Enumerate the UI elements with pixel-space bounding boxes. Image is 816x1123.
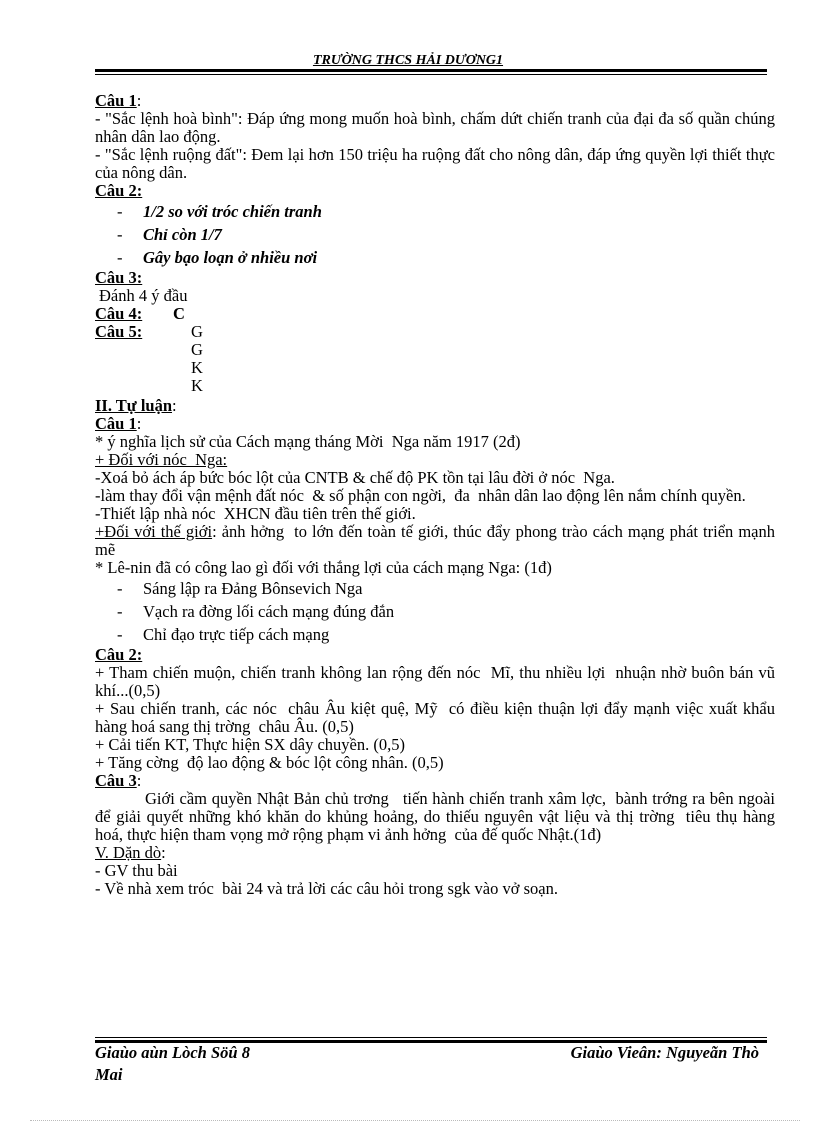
footer-name: Mai [95, 1065, 123, 1084]
p2-cau2-line-4: + Tăng cờng độ lao động & bóc lột công nhân. (0,5) [95, 753, 444, 772]
cau5-answer-4: K [191, 376, 203, 395]
p2-q2: * Lê-nin đã có công lao gì đối với thắng lợi của cách mạng Nga: (1đ) [95, 558, 552, 577]
list-item: - Chỉ còn 1/7 [117, 225, 222, 244]
cau2-label: Câu 2: [95, 181, 143, 200]
cau1-line-1: - "Sắc lệnh hoà bình": Đáp ứng mong muốn hoà bình, chấm dứt chiến tranh của đại đa số quần chúng nhân dân lao động. [95, 109, 780, 146]
list-item: - 1/2 so với tróc chiến tranh [117, 202, 322, 221]
p2-line-1: -Xoá bỏ ách áp bức bóc lột của CNTB & chế độ PK tồn tại lâu đời ở nóc Nga. [95, 468, 615, 487]
cau4-answer: C [173, 304, 185, 323]
p2-doi-nga: + Đối với nóc Nga: [95, 450, 228, 469]
cau4-label: Câu 4: [95, 304, 143, 323]
cau1-line-2: - "Sắc lệnh ruộng đất": Đem lại hơn 150 triệu ha ruộng đất cho nông dân, đáp ứng quyền lợi thiết thực của nông dân. [95, 145, 780, 182]
cau1-label: Câu 1 [95, 91, 137, 110]
part2-label: II. Tự luận [95, 396, 173, 415]
list-item: - Vạch ra đờng lối cách mạng đúng đắn [117, 602, 395, 621]
cau5-answer-2: G [191, 340, 203, 359]
p2-doi-tg-text: : ảnh hởng to lớn đến toàn tế giới, thúc đẩy phong trào cách mạng phát triển mạnh mẽ [95, 522, 780, 559]
p2-line-2: -làm thay đổi vận mệnh đất nóc & số phận con ngời, đa nhân dân lao động lên nắm chính quyền. [95, 486, 746, 505]
list-item: - Sáng lập ra Đảng Bônsevich Nga [117, 579, 363, 598]
p2-line-3: -Thiết lập nhà nóc XHCN đầu tiên trên thế giới. [95, 504, 416, 523]
p2-cau3-text: Giới cầm quyền Nhật Bản chủ trơng tiến hành chiến tranh xâm lợc, bành trớng ra bên ngoài để giải quyết những khó khăn do khủng hoảng, do thiếu nguyên vật liệu và thị trờng tiêu thụ hàng hoá, thực hiện tham vọng mở rộng phạm vi ảnh hởng của đế quốc Nhật.(1đ) [95, 789, 780, 844]
header-rule-thin [95, 74, 767, 75]
footer-left: Giaùo aùn Lòch Söû 8 [95, 1043, 250, 1062]
v-line-1: - GV thu bài [95, 861, 178, 880]
p2-cau2-line-2: + Sau chiến tranh, các nóc châu Âu kiệt quệ, Mỹ có điều kiện thuận lợi đẩy mạnh việc xuất khẩu hàng hoá sang thị trờng châu Âu. (0,5) [95, 699, 780, 736]
v-line-2: - Về nhà xem tróc bài 24 và trả lời các câu hỏi trong sgk vào vở soạn. [95, 879, 558, 898]
list-item: - Chỉ đạo trực tiếp cách mạng [117, 625, 330, 644]
p2-cau2-label: Câu 2: [95, 645, 143, 664]
p2-cau3-label: Câu 3 [95, 771, 137, 790]
header-rule-thick [95, 69, 767, 72]
cau5-answer-3: K [191, 358, 203, 377]
cau3-text: Đánh 4 ý đầu [99, 286, 188, 305]
cau5-label: Câu 5: [95, 322, 143, 341]
p2-cau2-line-1: + Tham chiến muộn, chiến tranh không lan rộng đến nóc Mĩ, thu nhiều lợi nhuận nhờ buôn bán vũ khí...(0,5) [95, 663, 780, 700]
footer-right: Giaùo Vieân: Nguyeãn Thò [570, 1043, 759, 1062]
p2-doi-tg-label: +Đối với thế giới [95, 522, 213, 541]
v-label: V. Dặn dò [95, 843, 162, 862]
school-header: TRƯỜNG THCS HẢI DƯƠNG1 [312, 53, 504, 68]
p2-q1: * ý nghĩa lịch sử của Cách mạng tháng Mời Nga năm 1917 (2đ) [95, 432, 521, 451]
bottom-dotted-line [30, 1120, 800, 1121]
cau3-label: Câu 3: [95, 268, 143, 287]
document-body: Câu 1: - "Sắc lệnh hoà bình": Đáp ứng mong muốn hoà bình, chấm dứt chiến tranh của đại đa số quần chúng nhân dân lao động. - "Sắc lệnh ruộng đất": Đem lại hơn 150 triệu ha ruộng đất cho nông dân, đáp ứng quyền lợi thiết thực của nông dân. Câu 2: - 1/2 so với tróc chiến tranh - Chỉ còn 1/7 - Gây bạo loạn ở nhiều nơi Câu 3: Đánh 4 ý đầu Câu 4: C Câu 5: G G K K II. Tự luận: Câu 1: * ý nghĩa lịch sử của Cách mạng tháng Mời Nga năm 1917 (2đ) + Đối với nóc Nga: -Xoá bỏ ách áp bức bóc lột của CNTB & chế độ PK tồn tại lâu đời ở nóc Nga. -làm thay đổi vận mệnh đất nóc & số phận con ngời, đa nhân dân lao động lên nắm chính quyền. -Thiết lập nhà nóc XHCN đầu tiên trên thế giới. +Đối với thế giới: ảnh hởng to lớn đến toàn tế giới, thúc đẩy phong trào cách mạng phát triển mạnh mẽ * Lê-nin đã có công lao gì đối với thắng lợi của cách mạng Nga: (1đ) - Sáng lập ra Đảng Bônsevich Nga - Vạch ra đờng lối cách mạng đúng đắn - Chỉ đạo trực tiếp cách mạng Câu 2: + Tham chiến muộn, chiến tranh không lan rộng đến nóc Mĩ, thu nhiều lợi nhuận nhờ buôn bán vũ khí...(0,5) + Sau chiến tranh, các nóc châu Âu kiệt quệ, Mỹ có điều kiện thuận lợi đẩy mạnh việc xuất khẩu hàng hoá sang thị trờng châu Âu. (0,5) + Cải tiến KT, Thực hiện SX dây chuyền. (0,5) + Tăng cờng độ lao động & bóc lột công nhân. (0,5) Câu 3: Giới cầm quyền Nhật Bản chủ trơng tiến hành chiến tranh xâm lợc, bành trớng ra bên ngoài để giải quyết những khó khăn do khủng hoảng, do thiếu nguyên vật liệu và thị trờng tiêu thụ hàng hoá, thực hiện tham vọng mở rộng phạm vi ảnh hởng của đế quốc Nhật.(1đ) V. Dặn dò: - GV thu bài - Về nhà xem tróc bài 24 và trả lời các câu hỏi trong sgk vào vở soạn. [95, 91, 780, 898]
footer-rule-thin [95, 1037, 767, 1038]
p2-cau1-label: Câu 1 [95, 414, 137, 433]
list-item: - Gây bạo loạn ở nhiều nơi [117, 248, 318, 267]
cau5-answer-1: G [191, 322, 203, 341]
p2-cau2-line-3: + Cải tiến KT, Thực hiện SX dây chuyền. (0,5) [95, 735, 405, 754]
